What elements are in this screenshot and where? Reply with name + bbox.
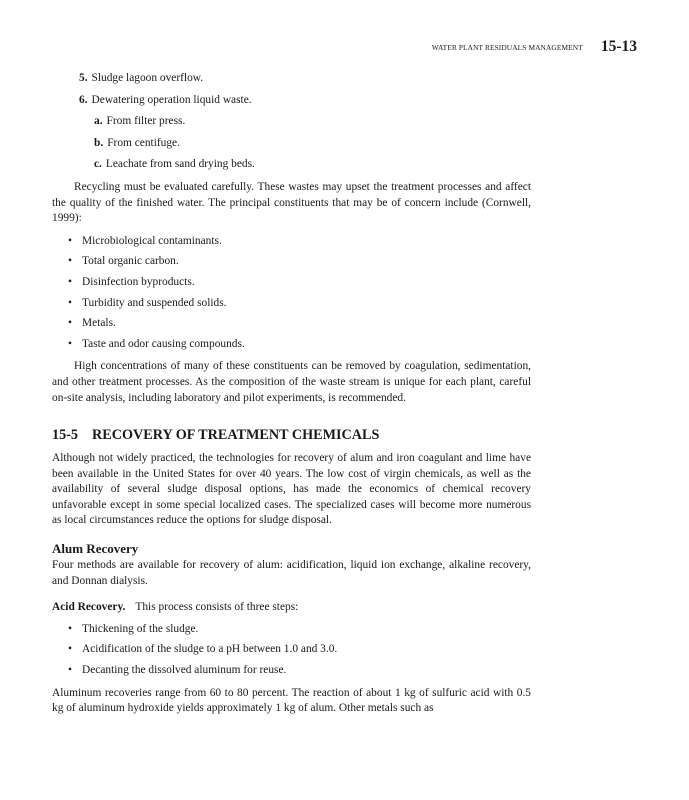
list-item: • Decanting the dissolved aluminum for reuse. xyxy=(68,664,287,677)
paragraph-section: Although not widely practiced, the technologies for recovery of alum and iron coagulant and lime have been available in the United States for over 40 years. The low cost of virgin chemicals, as well as the availability of several sludge disposal options, has made the economics of chemical recovery unfavorable except in some special localized cases. The specialized cases will become more numerous as local circumstances reduce the options for sludge disposal. xyxy=(52,452,531,527)
list-item: 5. Sludge lagoon overflow. xyxy=(79,72,204,84)
list-item: • Disinfection byproducts. xyxy=(68,275,195,288)
list-item: • Turbidity and suspended solids. xyxy=(68,296,227,309)
list-item: • Taste and odor causing compounds. xyxy=(68,337,245,350)
page-number: 15-13 xyxy=(600,38,637,56)
paragraph-acid-intro: Acid Recovery. This process consists of three steps: xyxy=(52,601,299,614)
list-item: • Metals. xyxy=(68,317,116,330)
runin-heading: Acid Recovery. xyxy=(52,601,126,614)
page-body xyxy=(52,38,531,717)
list-item: • Total organic carbon. xyxy=(68,255,179,268)
sub-list-item: b. From centifuge. xyxy=(94,136,180,149)
sub-list-item: c. Leachate from sand drying beds. xyxy=(94,158,255,171)
list-item: • Microbiological contaminants. xyxy=(68,234,222,247)
sub-list-item: a. From filter press. xyxy=(94,115,186,128)
subsection-heading: Alum Recovery xyxy=(52,541,139,557)
paragraph-recycling: Recycling must be evaluated carefully. These wastes may upset the treatment processes and affect the quality of the finished water. The principal constituents that may be of concern include (Cornwell, 1999): xyxy=(52,180,531,225)
paragraph-high-concentrations: High concentrations of many of these constituents can be removed by coagulation, sedimentation, and other treatment processes. As the composition of the waste stream is unique for each plant, careful on-site analysis, including laboratory and pilot experiments, is recommended. xyxy=(52,360,531,404)
paragraph-aluminum-recoveries: Aluminum recoveries range from 60 to 80 percent. The reaction of about 1 kg of sulfuric acid with 0.5 kg of aluminum hydroxide yields approximately 1 kg of alum. Other metals such as xyxy=(52,686,531,715)
paragraph-alum: Four methods are available for recovery of alum: acidification, liquid ion exchange, alkaline recovery, and Donnan dialysis. xyxy=(52,559,531,587)
running-title: WATER PLANT RESIDUALS MANAGEMENT xyxy=(431,42,583,52)
list-item: 6. Dewatering operation liquid waste. xyxy=(79,93,252,106)
section-heading: 15-5 RECOVERY OF TREATMENT CHEMICALS xyxy=(52,427,380,444)
list-item: • Acidification of the sludge to a pH between 1.0 and 3.0. xyxy=(68,643,338,656)
list-item: • Thickening of the sludge. xyxy=(68,622,199,635)
